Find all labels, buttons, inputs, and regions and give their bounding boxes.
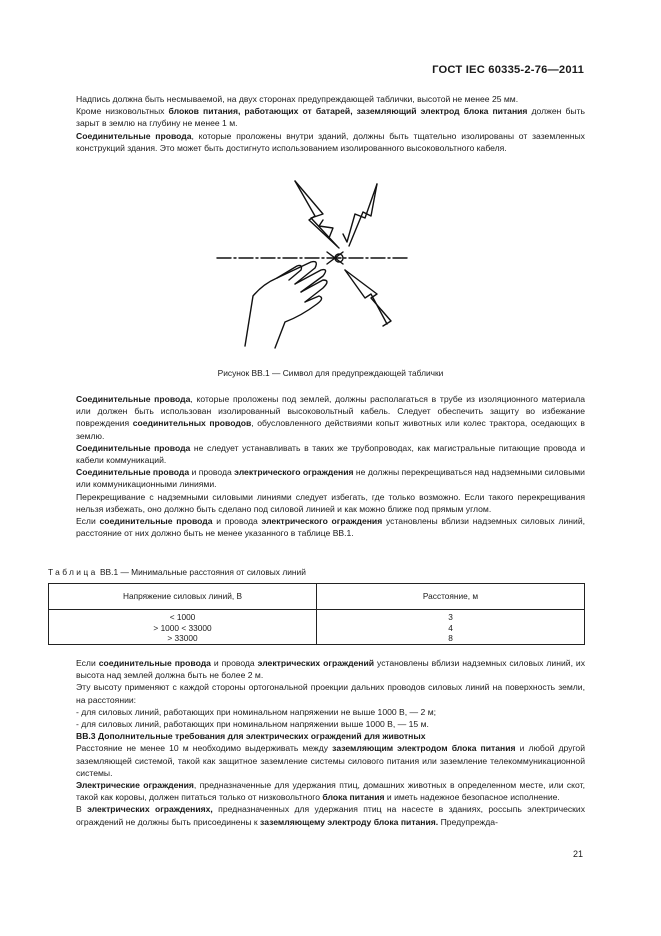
- underground-wiring-block: [76, 393, 585, 539]
- list-item: - для силовых линий, работающих при номинальном напряжении не выше 1000 В, — 2 м;: [76, 706, 437, 717]
- paragraph: Если соединительные провода и провода электрических ограждений установлены вблизи надземных силовых линий, их высота над землей должна быть не более 2 м.: [76, 658, 586, 681]
- figure-caption: Рисунок ВВ.1 — Символ для предупреждающей таблички: [217, 368, 444, 378]
- column-header: Напряжение силовых линий, В: [49, 584, 317, 610]
- document-header: ГОСТ IEC 60335-2-76—2011: [432, 64, 584, 76]
- paragraph: Надпись должна быть несмываемой, на двух сторонах предупреждающей таблички, высотой не менее 25 мм.: [76, 94, 519, 104]
- table-row: [49, 610, 585, 645]
- paragraph: В электрических ограждениях, предназначенных для удержания птиц на насесте в зданиях, россыпь электрических ограждений не должны быть присоединены к заземляющему электроду блока питания. Предупрежда-: [76, 804, 585, 827]
- paragraph: Расстояние не менее 10 м необходимо выдерживать между заземляющим электродом блока питания и любой другой заземляющей системой, такой как защитное заземление системы силового питания или заземление телекоммуникационной системы.: [76, 743, 585, 778]
- paragraph: Соединительные провода, которые проложены внутри зданий, должны быть тщательно изолированы от заземленных конструкций здания. Это может быть достигнуто использованием изолированного высоковольтного кабеля.: [76, 130, 585, 153]
- table-header-row: [49, 584, 585, 610]
- paragraph: Соединительные провода не следует устанавливать в таких же трубопроводах, как магистральные питающие провода и кабели коммуникаций.: [76, 442, 585, 466]
- distance-table: [48, 583, 585, 645]
- paragraph: Если соединительные провода и провода электрического ограждения установлены вблизи надземных силовых линий, расстояние от них должно быть не менее указанного в таблице ВВ.1.: [76, 516, 586, 539]
- voltage-cell: < 1000 > 1000 < 33000 > 33000: [49, 610, 317, 645]
- column-header: Расстояние, м: [317, 584, 585, 610]
- paragraph: Электрические ограждения, предназначенные для удержания птиц, домашних животных в определенном месте, или скот, такой как коровы, должен питаться только от низковольтного блока питания и иметь надежное безопасное исполнение.: [76, 780, 585, 803]
- distance-cell: 3 4 8: [317, 610, 585, 645]
- paragraph: Эту высоту применяют с каждой стороны ортогональной проекции дальних проводов силовых линий на поверхность земли, на расстоянии:: [76, 682, 585, 705]
- high-voltage-hand-warning-icon: [215, 176, 415, 351]
- fence-requirements-block: [76, 657, 585, 828]
- paragraph: Кроме низковольтных блоков питания, работающих от батарей, заземляющий электрод блока питания должен быть зарыт в землю на глубину не менее 1 м.: [76, 106, 585, 129]
- section-heading: ВВ.3 Дополнительные требования для электрических ограждений для животных: [76, 731, 426, 742]
- table-caption: Таблица ВВ.1 — Минимальные расстояния от силовых линий: [48, 567, 306, 577]
- paragraph: Соединительные провода и провода электрического ограждения не должны перекрещиваться над надземными силовыми или коммуникационными линиями.: [76, 467, 585, 490]
- page-number: 21: [572, 849, 583, 859]
- paragraph: Перекрещивание с надземными силовыми линиями следует избегать, где только возможно. Если такого перекрещивания нельзя избежать, оно должно быть сделано под силовой линией и как можно ближе под прямым углом.: [76, 491, 585, 514]
- intro-block: [76, 93, 585, 154]
- list-item: - для силовых линий, работающих при номинальном напряжении выше 1000 В, — 15 м.: [76, 719, 429, 730]
- paragraph: Соединительные провода, которые проложены под землей, должны располагаться в трубе из изоляционного материала или должен быть использован изолированный высоковольтный кабель. Следует обеспечить защиту во избежание повреждения соединительных проводов, обусловленного действиями копыт животных или колес трактора, оседающих в землю.: [76, 394, 586, 441]
